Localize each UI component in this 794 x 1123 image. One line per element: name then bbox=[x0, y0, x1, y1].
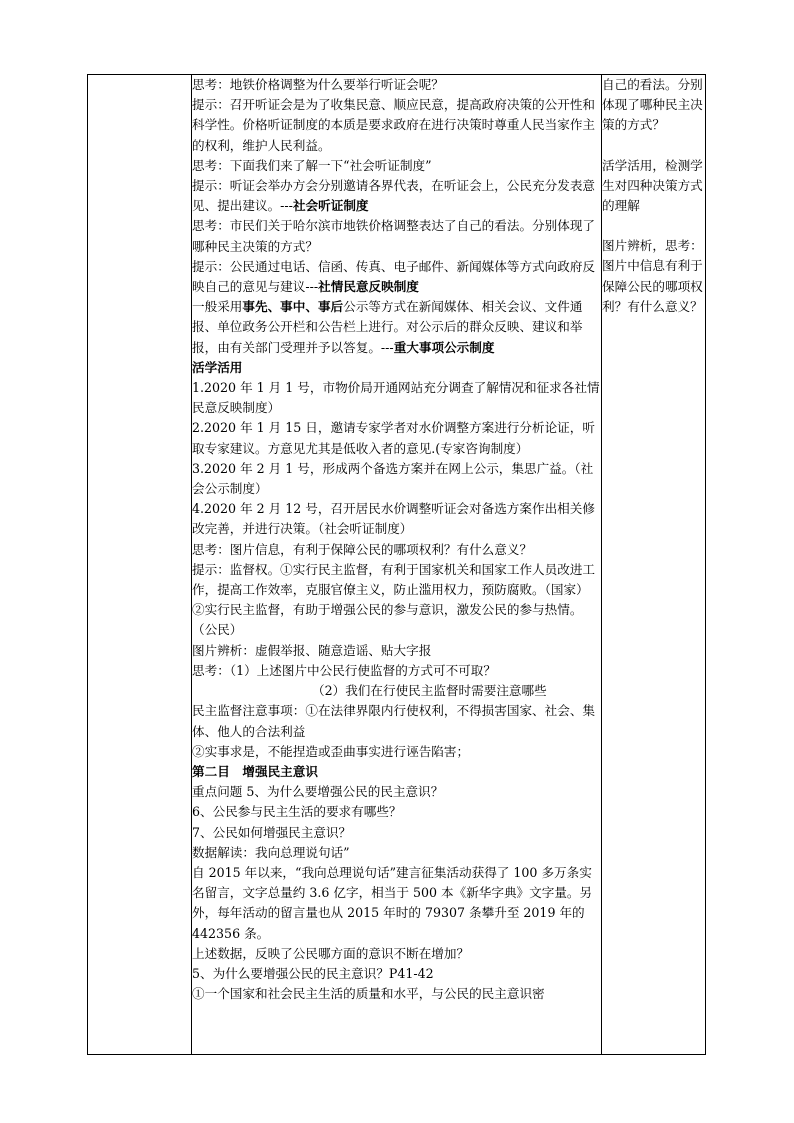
side-note: 自己的看法。分别体现了哪种民主决策的方式？ bbox=[602, 77, 703, 133]
content-line: 7、公民如何增强民主意识？ bbox=[192, 824, 352, 840]
content-line: 3.2020 年 2 月 1 号，形成两个备选方案并在网上公示，集思广益。（社会公示制度） bbox=[192, 460, 594, 497]
content-line: 数据解读：我向总理说句话” bbox=[192, 844, 350, 860]
content-line bbox=[192, 297, 601, 358]
side-note: 图片辨析，思考：图片中信息有利于保障公民的哪项权利？有什么意义？ bbox=[602, 238, 703, 314]
design-intent-cell bbox=[602, 75, 706, 1055]
section-heading: 活学活用 bbox=[192, 359, 243, 375]
content-emphasis: 重大事项公示制度 bbox=[393, 339, 495, 355]
content-line: 重点问题 5、为什么要增强公民的民主意识？ bbox=[192, 784, 444, 800]
content-line: 2.2020 年 1 月 15 日，邀请专家学者对水价调整方案进行分析论证，听取专家建议。方意见尤其是低收入者的意见.(专家咨询制度） bbox=[192, 420, 595, 456]
content-emphasis: 社情民意反映制度 bbox=[318, 279, 419, 295]
section-heading: 第二目 增强民主意识 bbox=[192, 763, 318, 779]
content-line: 思考：（1）上述图片中公民行使监督的方式可不可取？ bbox=[192, 662, 496, 678]
content-line: 思考：市民们关于哈尔滨市地铁价格调整表达了自己的看法。分别体现了哪种民主决策的方式？ bbox=[192, 218, 595, 254]
content-line: 提示：监督权。①实行民主监督，有利于国家机关和国家工作人员改进工作，提高工作效率，克服官僚主义，防止滥用权力，预防腐败。（国家） bbox=[192, 561, 595, 598]
side-note: 活学活用，检测学生对四种决策方式的理解 bbox=[602, 157, 703, 214]
content-line: 民主监督注意事项：①在法律界限内行使权利，不得损害国家、社会、集体、他人的合法利益 bbox=[192, 703, 595, 739]
content-text: 提示：公民通过电话、信函、传真、电子邮件、新闻媒体等方式向政府反映自己的意见与建议--- bbox=[192, 258, 595, 295]
content-text: 公示等方式在新闻媒体、相关会议、文件通报、单位政务公开栏和公告栏上进行。对公示后的群众反映、建议和举报，由有关部门受理并予以答复。--- bbox=[192, 299, 583, 355]
content-line: 图片辨析：虚假举报、随意造谣、贴大字报 bbox=[192, 642, 432, 658]
content-line: 6、公民参与民主生活的要求有哪些？ bbox=[192, 804, 402, 820]
content-line: ②实事求是，不能捏造或歪曲事实进行诬告陷害； bbox=[192, 743, 470, 759]
content-line: 思考：地铁价格调整为什么要举行听证会呢？ bbox=[192, 77, 444, 92]
content-line: ①一个国家和社会民主生活的质量和水平，与公民的民主意识密 bbox=[192, 986, 545, 1002]
content-line: 4.2020 年 2 月 12 号，召开居民水价调整听证会对备选方案作出相关修改完善，并进行决策。（社会听证制度） bbox=[192, 501, 595, 537]
content-line: 1.2020 年 1 月 1 号，市物价局开通网站充分调查了解情况和征求各社情民意反映制度） bbox=[192, 380, 600, 416]
content-line: 思考：下面我们来了解一下“社会听证制度” bbox=[192, 157, 432, 173]
lesson-plan-table bbox=[87, 74, 706, 1055]
left-column-cell bbox=[88, 75, 192, 1055]
content-line: （2）我们在行使民主监督时需要注意哪些 bbox=[312, 683, 547, 699]
content-line: 上述数据，反映了公民哪方面的意识不断在增加？ bbox=[192, 945, 470, 961]
content-line bbox=[192, 257, 601, 297]
content-line: ②实行民主监督，有助于增强公民的参与意识，激发公民的参与热情。（公民） bbox=[192, 602, 583, 638]
teaching-content-cell bbox=[192, 75, 602, 1055]
content-text: 一般采用 bbox=[192, 299, 243, 315]
content-text: 提示：听证会举办方会分别邀请各界代表，在听证会上，公民充分发表意见、提出建议。--- bbox=[192, 178, 595, 214]
content-emphasis: 事先、事中、事后 bbox=[242, 299, 344, 315]
content-emphasis: 社会听证制度 bbox=[292, 198, 369, 214]
content-line: 5、为什么要增强公民的民主意识？P41-42 bbox=[192, 965, 434, 981]
content-line bbox=[192, 176, 601, 216]
content-line: 提示：召开听证会是为了收集民意、顺应民意，提高政府决策的公开性和科学性。价格听证制度的本质是要求政府在进行决策时尊重人民当家作主的权利，维护人民利益。 bbox=[192, 97, 595, 153]
content-line: 思考：图片信息，有利于保障公民的哪项权利？有什么意义？ bbox=[192, 541, 533, 557]
content-line: 自 2015 年以来，“我向总理说句话”建言征集活动获得了 100 多万条实名留言，文字总量约 3.6 亿字，相当于 500 本《新华字典》文字量。另外，每年活动的留言量也从 2015 年时的 79307 条攀升至 2019 年的 442356 条。 bbox=[192, 864, 593, 941]
